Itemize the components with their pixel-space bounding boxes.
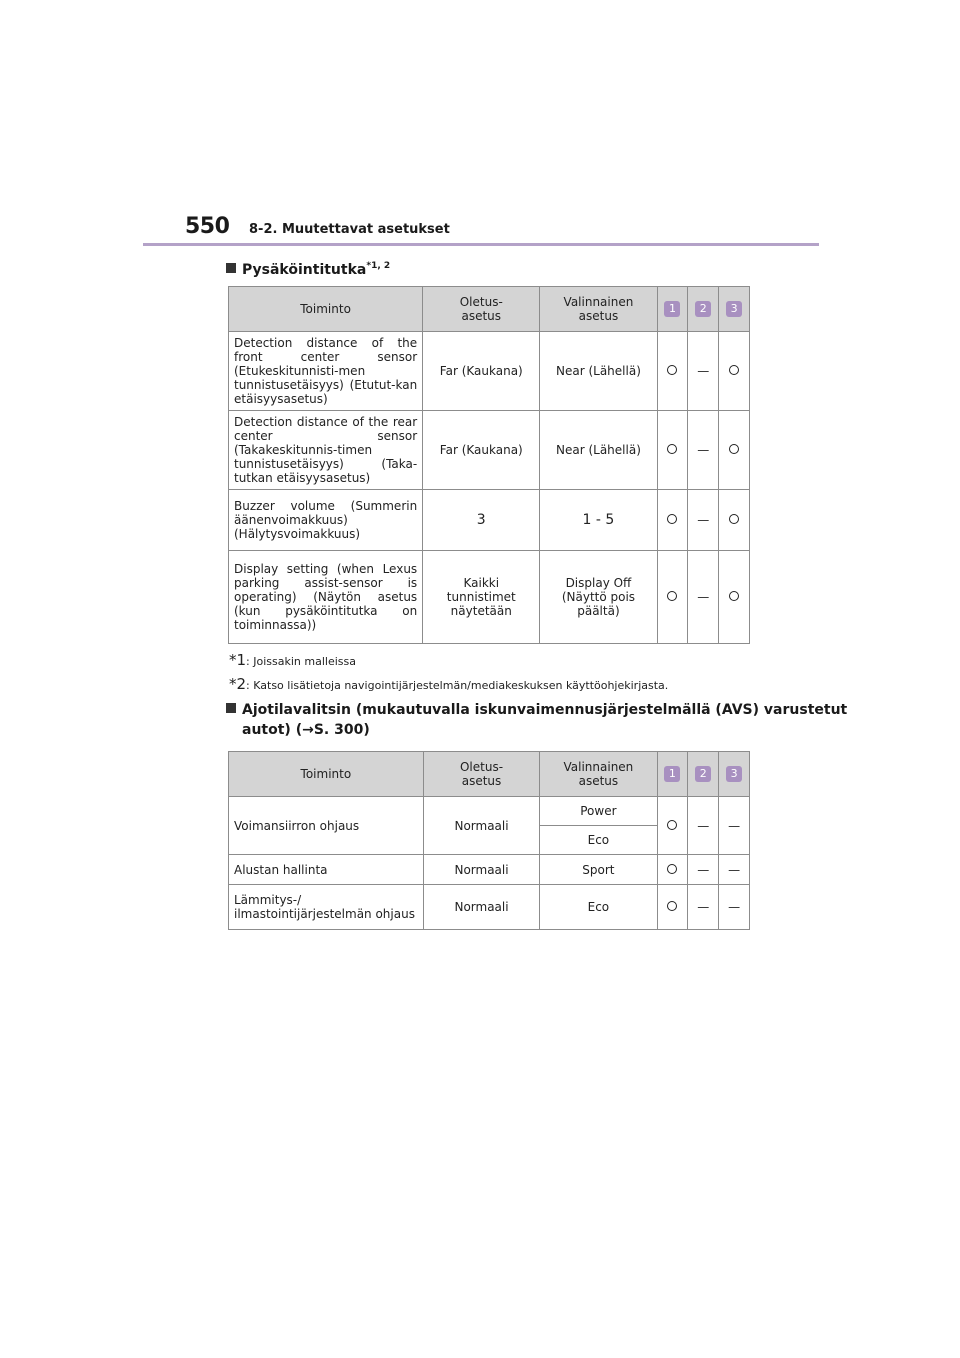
row-default: Normaali	[423, 855, 540, 885]
circle-mark-icon	[729, 514, 739, 524]
col-2	[688, 752, 719, 797]
row-default: Kaikki tunnistimet näytetään	[423, 551, 540, 644]
col-function: Toiminto	[229, 752, 424, 797]
dash-mark: —	[728, 818, 741, 833]
section1-heading	[226, 256, 390, 280]
mark-3	[719, 855, 750, 885]
row-function: Lämmitys-/ ilmastointijärjestelmän ohjaus	[229, 885, 424, 930]
circle-mark-icon	[667, 514, 677, 524]
table-row	[229, 885, 750, 930]
row-function: Detection distance of the rear center sensor (Takakeskitunnis-timen tunnistusetäisyys) (Taka-tutkan etäisyysasetus)	[229, 411, 423, 490]
circle-mark-icon	[667, 591, 677, 601]
mark-1	[657, 885, 688, 930]
row-optional: Sport	[540, 855, 657, 885]
number-3-icon: 3	[726, 301, 742, 317]
row-function: Buzzer volume (Summerin äänenvoimakkuus) (Hälytysvoimakkuus)	[229, 490, 423, 551]
col-optional: Valinnainen asetus	[540, 752, 657, 797]
row-optional: Power	[540, 797, 657, 826]
section1-title-note: *1, 2	[366, 261, 391, 271]
row-function: Alustan hallinta	[229, 855, 424, 885]
row-optional: Near (Lähellä)	[540, 332, 657, 411]
row-function: Display setting (when Lexus parking assist-sensor is operating) (Näytön asetus (kun pysäköintitutka on toiminnassa))	[229, 551, 423, 644]
row-default: Normaali	[423, 885, 540, 930]
parking-sensor-table	[228, 286, 750, 644]
row-default: Far (Kaukana)	[423, 411, 540, 490]
mark-1	[657, 332, 688, 411]
circle-mark-icon	[729, 365, 739, 375]
mark-2	[688, 551, 719, 644]
number-1-icon: 1	[664, 301, 680, 317]
mark-2	[688, 332, 719, 411]
table-row	[229, 855, 750, 885]
table-row	[229, 797, 750, 826]
row-default: 3	[423, 490, 540, 551]
row-optional: Display Off (Näyttö pois päältä)	[540, 551, 657, 644]
circle-mark-icon	[667, 365, 677, 375]
mark-1	[657, 797, 688, 855]
section2-heading	[226, 700, 847, 740]
mark-1	[657, 551, 688, 644]
mark-3	[719, 411, 750, 490]
table-row	[229, 411, 750, 490]
mark-2	[688, 885, 719, 930]
square-bullet-icon	[226, 703, 236, 713]
header-rule	[143, 243, 819, 246]
mark-2	[688, 797, 719, 855]
dash-mark: —	[697, 443, 710, 457]
row-default: Normaali	[423, 797, 540, 855]
table-row	[229, 551, 750, 644]
row-function: Voimansiirron ohjaus	[229, 797, 424, 855]
circle-mark-icon	[729, 444, 739, 454]
mark-2	[688, 855, 719, 885]
drive-mode-table	[228, 751, 750, 930]
footnote-2	[229, 675, 668, 693]
page-number: 550	[185, 214, 230, 239]
row-optional: 1 - 5	[540, 490, 657, 551]
number-2-icon: 2	[695, 301, 711, 317]
row-optional: Eco	[540, 826, 657, 855]
row-function: Detection distance of the front center sensor (Etukeskitunnisti-men tunnistusetäisyys) (Etutut-kan etäisyysasetus)	[229, 332, 423, 411]
dash-mark: —	[697, 862, 710, 877]
dash-mark: —	[697, 818, 710, 833]
footnote-text: : Katso lisätietoja navigointijärjestelmän/mediakeskuksen käyttöohjekirjasta.	[246, 679, 669, 692]
table-header-row	[229, 752, 750, 797]
footnote-1	[229, 651, 356, 669]
row-optional: Near (Lähellä)	[540, 411, 657, 490]
footnote-mark: *2	[229, 675, 247, 693]
mark-3	[719, 490, 750, 551]
dash-mark: —	[728, 862, 741, 877]
footnote-mark: *1	[229, 651, 247, 669]
col-1	[657, 287, 688, 332]
section1-title: Pysäköintitutka	[242, 262, 367, 278]
col-1	[657, 752, 688, 797]
mark-2	[688, 490, 719, 551]
table-row	[229, 332, 750, 411]
mark-3	[719, 797, 750, 855]
section-title: 8-2. Muutettavat asetukset	[249, 222, 450, 237]
dash-mark: —	[697, 513, 710, 527]
number-2-icon: 2	[695, 766, 711, 782]
number-1-icon: 1	[664, 766, 680, 782]
mark-3	[719, 885, 750, 930]
col-optional: Valinnainen asetus	[540, 287, 657, 332]
square-bullet-icon	[226, 263, 236, 273]
mark-1	[657, 411, 688, 490]
col-3	[719, 287, 750, 332]
col-function: Toiminto	[229, 287, 423, 332]
mark-1	[657, 490, 688, 551]
dash-mark: —	[697, 364, 710, 378]
number-3-icon: 3	[726, 766, 742, 782]
table-row	[229, 490, 750, 551]
circle-mark-icon	[667, 901, 677, 911]
mark-1	[657, 855, 688, 885]
row-optional: Eco	[540, 885, 657, 930]
col-2	[688, 287, 719, 332]
row-default: Far (Kaukana)	[423, 332, 540, 411]
col-default: Oletus- asetus	[423, 287, 540, 332]
col-3	[719, 752, 750, 797]
mark-3	[719, 332, 750, 411]
mark-3	[719, 551, 750, 644]
circle-mark-icon	[667, 820, 677, 830]
dash-mark: —	[697, 900, 710, 914]
footnote-text: : Joissakin malleissa	[246, 655, 356, 668]
table-header-row	[229, 287, 750, 332]
dash-mark: —	[728, 900, 741, 914]
col-default: Oletus- asetus	[423, 752, 540, 797]
mark-2	[688, 411, 719, 490]
section2-title-line1: Ajotilavalitsin (mukautuvalla iskunvaimennusjärjestelmällä (AVS) varustetut	[242, 702, 848, 718]
circle-mark-icon	[729, 591, 739, 601]
circle-mark-icon	[667, 444, 677, 454]
section2-title-line2: autot) (→S. 300)	[242, 722, 370, 738]
circle-mark-icon	[667, 864, 677, 874]
dash-mark: —	[697, 590, 710, 604]
